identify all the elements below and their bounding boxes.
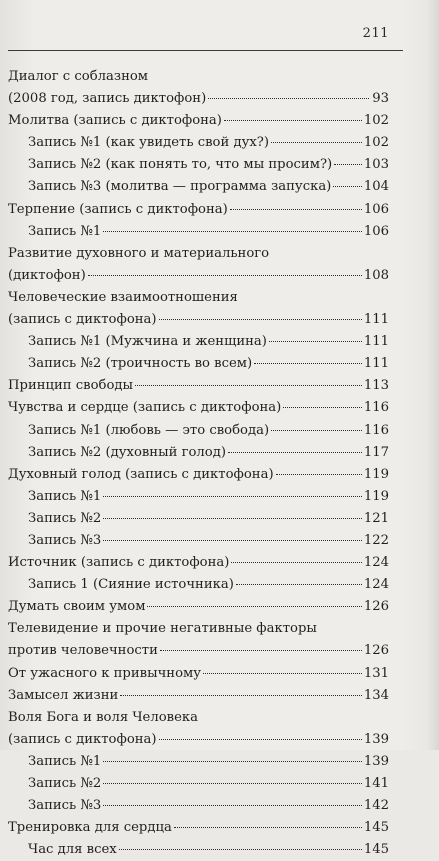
toc-entry-title: Запись №2 [28, 510, 102, 526]
toc-entry [8, 640, 389, 662]
toc-entry-page: 102 [363, 135, 389, 151]
toc-leader-dots [119, 849, 362, 850]
toc-entry-title: Запись №3 [28, 532, 102, 548]
toc-entry [8, 596, 389, 618]
toc-entry [8, 729, 389, 751]
toc-leader-dots [103, 805, 362, 806]
toc-entry [8, 618, 389, 640]
toc-leader-dots [159, 319, 362, 320]
toc-entry [8, 199, 389, 221]
toc-entry [8, 176, 389, 198]
toc-entry [8, 530, 389, 552]
toc-leader-dots [271, 430, 362, 431]
toc-entry [8, 243, 389, 265]
toc-leader-dots [103, 783, 362, 784]
toc-leader-dots [103, 540, 362, 541]
toc-entry-title: Запись №1 (любовь — это свобода) [28, 422, 270, 438]
toc-entry-title: Диалог с соблазном [8, 69, 149, 84]
toc-entry [8, 265, 389, 287]
toc-entry-page: 124 [363, 555, 389, 571]
toc-entry [8, 287, 389, 309]
toc-leader-dots [103, 496, 362, 497]
toc-entry-page: 104 [363, 179, 389, 195]
toc-entry-title: (запись с диктофона) [8, 731, 157, 747]
toc-entry-title: Развитие духовного и материального [8, 245, 270, 261]
toc-entry-page: 106 [363, 201, 389, 217]
toc-entry-title: (диктофон) [8, 267, 86, 283]
toc-entry-page: 103 [363, 157, 389, 173]
toc-entry-page: 108 [363, 267, 389, 283]
toc-entry-page: 116 [363, 422, 389, 438]
toc-entry-title: (запись с диктофона) [8, 312, 157, 328]
toc-leader-dots [208, 98, 369, 99]
toc-leader-dots [159, 739, 362, 740]
toc-entry-page: 106 [363, 223, 389, 239]
toc-entry-title: (2008 год, запись диктофон) [8, 91, 207, 107]
toc-entry [8, 663, 389, 685]
toc-entry-page: 111 [363, 312, 389, 328]
toc-entry-title: Принцип свободы [8, 378, 134, 394]
page-number: 211 [362, 26, 389, 41]
toc-leader-dots [147, 606, 361, 607]
toc-entry [8, 88, 389, 110]
header-rule [8, 50, 403, 51]
toc-entry [8, 685, 389, 707]
toc-entry-title: Запись №1 [28, 488, 102, 504]
toc-entry [8, 508, 389, 530]
toc-entry-page: 122 [363, 532, 389, 548]
toc-entry-page: 139 [363, 753, 389, 769]
toc-entry [8, 420, 389, 442]
toc-entry [8, 154, 389, 176]
toc-entry-page: 142 [363, 798, 389, 814]
toc-entry [8, 817, 389, 839]
toc-entry-title: Человеческие взаимоотношения [8, 289, 238, 305]
toc-entry-title: Запись №2 (духовный голод) [28, 444, 226, 460]
toc-entry [8, 221, 389, 243]
toc-entry-title: Запись №3 [28, 798, 102, 814]
toc-entry-page: 141 [363, 776, 389, 791]
toc-leader-dots [103, 231, 362, 232]
toc-entry-page: 111 [363, 356, 389, 372]
toc-entry-title: От ужасного к привычному [8, 665, 202, 681]
toc-entry-title: Запись №2 (троичность во всем) [28, 356, 253, 372]
toc-leader-dots [276, 474, 362, 475]
toc-entry [8, 751, 389, 773]
toc-entry [8, 309, 389, 331]
toc-entry [8, 486, 389, 508]
toc-entry-title: Воля Бога и воля Человека [8, 709, 198, 725]
toc-entry-page: 116 [363, 400, 389, 416]
toc-entry-page: 145 [363, 842, 389, 858]
toc-leader-dots [333, 186, 361, 187]
toc-leader-dots [231, 562, 361, 563]
toc-entry-title: Источник (запись с диктофона) [8, 555, 230, 571]
toc-entry-title: Духовный голод (запись с диктофона) [8, 466, 274, 482]
toc-entry-title: против человечности [8, 643, 158, 659]
toc-leader-dots [254, 363, 362, 364]
toc-entry-page: 119 [363, 466, 389, 482]
toc-entry-title: Запись №1 [28, 753, 102, 769]
toc-leader-dots [271, 142, 362, 143]
toc-leader-dots [269, 341, 362, 342]
toc-entry [8, 707, 389, 729]
toc-entry-title: Телевидение и прочие негативные факторы [8, 621, 317, 637]
toc-entry [8, 442, 389, 464]
toc-entry-page: 111 [363, 334, 389, 350]
toc-entry-page: 124 [363, 577, 389, 593]
toc-entry [8, 574, 389, 596]
toc-entry-page: 119 [363, 488, 389, 504]
toc-entry [8, 331, 389, 353]
toc-entry-title: Час для всех [28, 842, 117, 858]
toc-entry-title: Молитва (запись с диктофона) [8, 113, 222, 129]
toc-leader-dots [160, 650, 362, 651]
toc-entry-page: 102 [363, 113, 389, 129]
toc-leader-dots [224, 120, 362, 121]
toc-entry-title: Тренировка для сердца [8, 820, 172, 836]
toc-leader-dots [88, 275, 362, 276]
toc-entry [8, 839, 389, 861]
toc-entry-page: 134 [363, 687, 389, 703]
toc-entry [8, 464, 389, 486]
toc-entry-title: Чувства и сердце (запись с диктофона) [8, 400, 282, 416]
toc-entry [8, 375, 389, 397]
toc-leader-dots [230, 209, 362, 210]
toc-entry [8, 397, 389, 419]
toc-entry-page: 145 [363, 820, 389, 836]
toc-entry-title: Терпение (запись с диктофона) [8, 201, 228, 217]
toc-entry-page: 93 [372, 91, 389, 107]
toc-leader-dots [120, 695, 362, 696]
toc-leader-dots [174, 827, 362, 828]
toc-entry [8, 773, 389, 795]
toc-entry [8, 132, 389, 154]
toc-entry-title: Думать своим умом [8, 599, 146, 615]
toc-entry-page: 126 [363, 599, 389, 615]
table-of-contents [8, 66, 389, 861]
toc-entry-title: Запись 1 (Сияние источника) [28, 577, 234, 593]
toc-entry-title: Запись №1 (Мужчина и женщина) [28, 334, 267, 350]
toc-entry-page: 113 [363, 378, 389, 394]
toc-entry-page: 121 [363, 510, 389, 526]
toc-entry-title: Запись №2 (как понять то, что мы просим?) [28, 157, 333, 173]
toc-entry [8, 795, 389, 817]
toc-entry-page: 126 [363, 643, 389, 659]
toc-entry-title: Запись №3 (молитва — программа запуска) [28, 179, 332, 195]
toc-leader-dots [203, 673, 362, 674]
toc-entry-page: 117 [363, 444, 389, 460]
toc-entry-page: 139 [363, 731, 389, 747]
toc-entry-title: Запись №2 [28, 776, 102, 791]
toc-entry-page: 131 [363, 665, 389, 681]
toc-entry [8, 66, 389, 88]
toc-entry [8, 552, 389, 574]
toc-leader-dots [283, 407, 362, 408]
toc-entry-title: Запись №1 (как увидеть свой дух?) [28, 135, 269, 151]
toc-leader-dots [103, 761, 362, 762]
page-edge-shadow [427, 0, 439, 750]
toc-leader-dots [236, 584, 362, 585]
toc-entry [8, 110, 389, 132]
toc-leader-dots [103, 518, 362, 519]
toc-leader-dots [135, 385, 362, 386]
toc-leader-dots [334, 164, 362, 165]
toc-entry-title: Запись №1 [28, 223, 102, 239]
toc-leader-dots [228, 452, 362, 453]
toc-entry-title: Замысел жизни [8, 687, 119, 703]
toc-entry [8, 353, 389, 375]
